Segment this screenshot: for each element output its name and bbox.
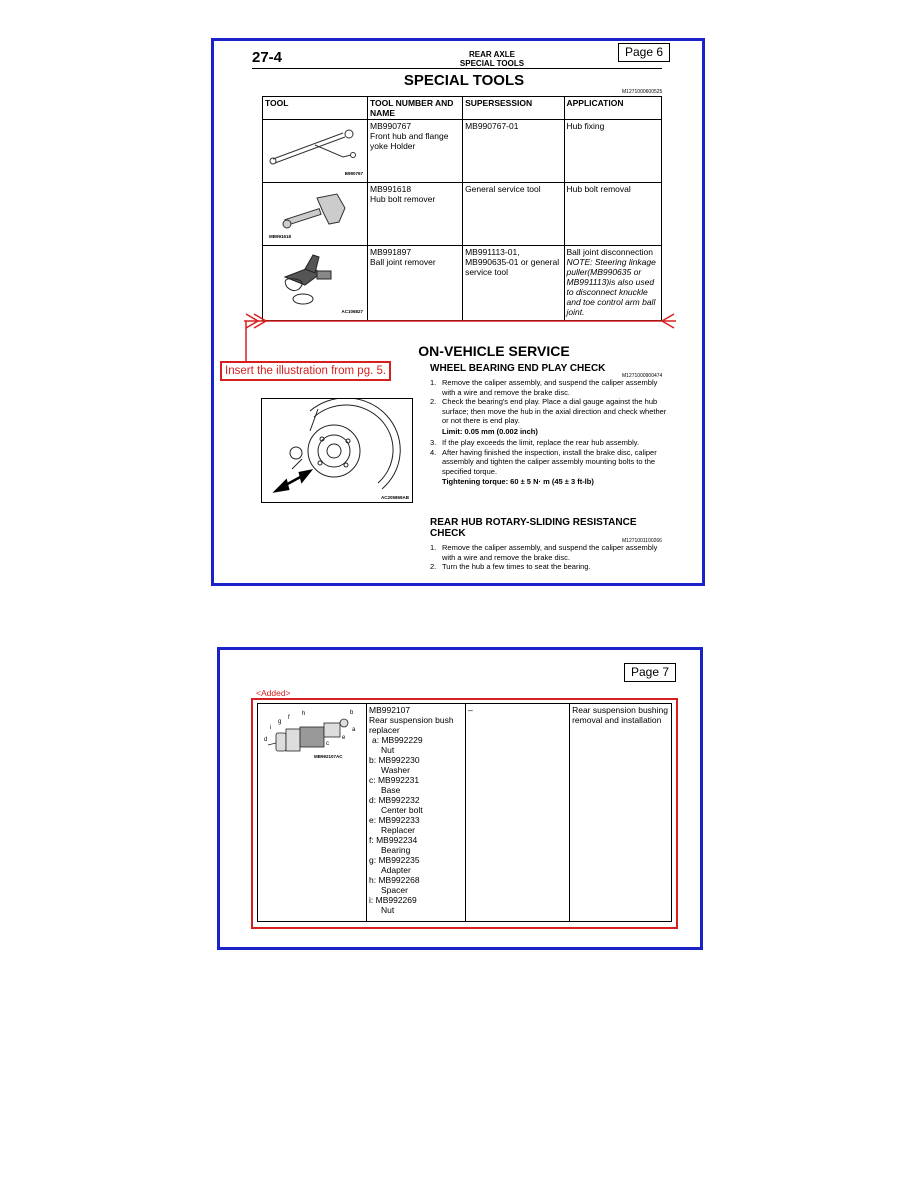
list-item: 1. Remove the caliper assembly, and suspend the caliper assembly with a wire and remove the brake disc.: [430, 543, 658, 562]
letter-e: e: [342, 735, 346, 741]
section-title: SPECIAL TOOLS: [403, 72, 525, 89]
limit-spec: Limit: 0.05 mm (0.002 inch): [442, 426, 538, 436]
page-number: 27-4: [252, 49, 283, 66]
col-header-number: TOOL NUMBER AND NAME: [368, 97, 463, 120]
table-row: [263, 120, 662, 183]
table-row: [258, 704, 672, 922]
application-cell: [564, 246, 662, 321]
special-tools-table: [262, 96, 662, 321]
rotary-code: M1271001100266: [622, 538, 662, 544]
part-key: e: MB992233: [369, 815, 420, 825]
part-desc: Spacer: [381, 885, 408, 895]
rotary-title-line1: REAR HUB ROTARY-SLIDING RESISTANCE: [430, 517, 637, 528]
tool-caption: AC106827: [341, 309, 363, 314]
step-text: After having finished the inspection, install the brake disc, caliper assembly and tighten the caliper assembly mounting bolts to the specified torque.: [442, 447, 657, 476]
dial-gauge-hub-icon: [262, 399, 412, 502]
tool-name: Hub bolt remover: [370, 194, 436, 204]
tool-number-cell: [368, 120, 463, 183]
tool-name-line1: Rear suspension bush: [369, 715, 454, 725]
list-item: 2. Check the bearing's end play. Place a dial gauge against the hub surface; then move the hub in the axial direction and check whether or not there is end play.: [430, 397, 667, 425]
tool-image-cell: [263, 246, 368, 321]
letter-h: h: [302, 711, 306, 717]
letter-i: i: [270, 725, 272, 731]
tool-image-cell: [263, 183, 368, 246]
end-play-check-title: WHEEL BEARING END PLAY CHECK: [430, 363, 606, 374]
tool-image-cell: [263, 120, 368, 183]
part-desc: Nut: [381, 905, 395, 915]
insertion-marker-line: [244, 311, 676, 331]
step-text: Remove the caliper assembly, and suspend the caliper assembly with a wire and remove the brake disc.: [442, 378, 658, 397]
list-item: 4. After having finished the inspection, install the brake disc, caliper assembly and tighten the caliper assembly mounting bolts to the specified torque.: [430, 447, 657, 476]
tool-number: MB992107: [369, 705, 411, 715]
added-tools-table: [257, 703, 672, 922]
table-row: [263, 183, 662, 246]
letter-d: d: [264, 737, 268, 743]
wheel-hub-illustration: [261, 398, 413, 503]
header-rule: [252, 68, 662, 69]
added-box: [251, 698, 678, 929]
header-subtitle: SPECIAL TOOLS: [459, 59, 525, 68]
part-key: h: MB992268: [369, 875, 420, 885]
bush-replacer-tool-icon: [260, 705, 364, 767]
tool-number: MB990767: [370, 121, 412, 131]
part-desc: Bearing: [381, 845, 411, 855]
end-play-steps: [430, 378, 670, 487]
list-item: 1. Remove the caliper assembly, and suspend the caliper assembly with a wire and remove the brake disc.: [430, 378, 658, 397]
page-7-frame: [217, 647, 703, 950]
tool-number: MB991618: [370, 184, 412, 194]
rotary-check-title: [430, 517, 637, 539]
part-key: i: MB992269: [369, 895, 417, 905]
step-text: Check the bearing's end play. Place a dial gauge against the hub surface; then move the hub in the axial direction and check whether or not there is end play.: [442, 397, 667, 425]
part-desc: Nut: [381, 745, 395, 755]
letter-g: g: [278, 719, 282, 725]
letter-a: a: [352, 727, 356, 733]
part-key: f: MB992234: [369, 835, 418, 845]
page-label: Page 6: [618, 43, 670, 62]
insert-illustration-note: Insert the illustration from pg. 5.: [220, 361, 391, 381]
end-play-code: M1271000900474: [622, 373, 663, 379]
letter-c: c: [326, 741, 329, 747]
supersession-cell: General service tool: [463, 183, 564, 246]
part-key: a: MB992229: [372, 735, 423, 745]
added-label: <Added>: [256, 688, 291, 698]
supersession-cell: MB990767-01: [463, 120, 564, 183]
col-header-application: APPLICATION: [564, 97, 662, 120]
application-cell: Rear suspension bushing removal and installation: [570, 704, 672, 922]
application-text: Ball joint disconnection: [566, 247, 653, 257]
tool-caption: MB991618: [269, 234, 292, 239]
tool-caption: MB992107AC: [314, 754, 343, 759]
part-desc: Adapter: [381, 865, 411, 875]
tool-caption: B990767: [344, 171, 363, 176]
tool-name: Ball joint remover: [370, 257, 436, 267]
part-desc: Base: [381, 785, 401, 795]
table-header-row: [263, 97, 662, 120]
application-note: NOTE: Steering linkage puller(MB990635 or MB991113)is also used to disconnect knuckle and toe control arm ball joint.: [566, 257, 656, 317]
tool-number: MB991897: [370, 247, 412, 257]
step-text: Turn the hub a few times to seat the bearing.: [442, 562, 591, 571]
supersession-cell: –: [466, 704, 570, 922]
page-label: Page 7: [624, 663, 676, 682]
col-header-tool: TOOL: [263, 97, 368, 120]
part-key: g: MB992235: [369, 855, 420, 865]
part-desc: Washer: [381, 765, 410, 775]
section-code: M1271000600525: [622, 89, 663, 95]
table-row: [263, 246, 662, 321]
tool-name: Front hub and flange yoke Holder: [370, 131, 449, 151]
step-text: Remove the caliper assembly, and suspend the caliper assembly with a wire and remove the brake disc.: [442, 543, 658, 562]
letter-b: b: [350, 710, 354, 716]
header-title: REAR AXLE: [469, 50, 515, 59]
tool-number-cell: [368, 183, 463, 246]
letter-f: f: [288, 715, 290, 721]
part-key: d: MB992232: [369, 795, 420, 805]
list-item: 2. Turn the hub a few times to seat the bearing.: [430, 562, 591, 571]
tool-number-cell: [368, 246, 463, 321]
tool-image-cell: [258, 704, 367, 922]
col-header-supersession: SUPERSESSION: [463, 97, 564, 120]
part-key: b: MB992230: [369, 755, 420, 765]
tool-number-cell: [367, 704, 466, 922]
tool-name-line2: replacer: [369, 725, 400, 735]
illustration-caption: AC205869AB: [380, 495, 409, 500]
page-6-frame: [211, 38, 705, 586]
list-item: 3. If the play exceeds the limit, replace the rear hub assembly.: [430, 438, 640, 447]
rotary-title-line2: CHECK: [430, 528, 466, 539]
step-text: If the play exceeds the limit, replace the rear hub assembly.: [442, 438, 640, 447]
application-cell: Hub bolt removal: [564, 183, 662, 246]
insertion-connector: [242, 321, 250, 363]
supersession-cell: MB991113-01, MB990635-01 or general service tool: [463, 246, 564, 321]
parts-list: [369, 735, 463, 915]
part-desc: Replacer: [381, 825, 416, 835]
application-cell: Hub fixing: [564, 120, 662, 183]
part-desc: Center bolt: [381, 805, 423, 815]
rotary-steps: [430, 543, 670, 572]
part-key: c: MB992231: [369, 775, 420, 785]
running-header: [432, 50, 552, 68]
on-vehicle-service-title: ON-VEHICLE SERVICE: [418, 343, 570, 359]
torque-spec: Tightening torque: 60 ± 5 N· m (45 ± 3 ft-lb): [442, 477, 594, 486]
